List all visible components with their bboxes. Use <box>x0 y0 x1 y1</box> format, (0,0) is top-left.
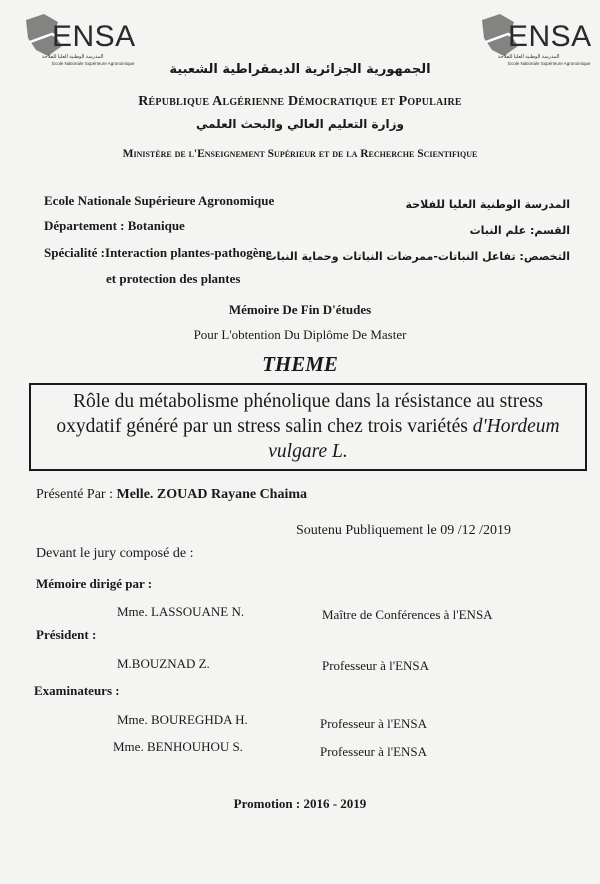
jury-member-title: Professeur à l'ENSA <box>320 744 428 759</box>
ministry-french: Ministère de l'Enseignement Supérieur et de la Recherche Scientifique <box>122 148 478 160</box>
theme-box <box>29 383 587 471</box>
memoire-title: Mémoire De Fin D'études <box>228 302 372 317</box>
jury-role-examiners: Examinateurs : <box>34 683 120 698</box>
presented-label: Présenté Par : <box>36 487 113 502</box>
theme-title-line1: Rôle du métabolisme phénolique dans la résistance au stress <box>72 391 544 412</box>
ministry-arabic: وزارة التعليم العالي والبحث العلمي <box>195 117 405 131</box>
logo-subtitle-fr: Ecole Nationale Supérieure Agronomique <box>508 61 591 66</box>
department-fr: Département : Botanique <box>44 218 185 233</box>
jury-member-name: M.BOUZNAD Z. <box>117 656 210 671</box>
jury-intro: Devant le jury composé de : <box>36 546 194 561</box>
speciality-ar: التخصص: تفاعل النباتات-ممرضات النباتات وحماية النبات <box>265 250 570 263</box>
logo-subtitle-fr: Ecole Nationale Supérieure Agronomique <box>52 61 135 66</box>
logo-text: ENSA <box>52 20 136 53</box>
species-name-part2: vulgare L. <box>268 441 348 462</box>
ensa-logo-right <box>478 12 596 66</box>
speciality-fr: Spécialité :Interaction plantes-pathogène <box>44 245 272 260</box>
theme-label: THEME <box>262 352 338 376</box>
diploma-purpose: Pour L'obtention Du Diplôme De Master <box>193 327 407 342</box>
defense-date: Soutenu Publiquement le 09 /12 /2019 <box>296 523 512 538</box>
republic-arabic: الجمهورية الجزائرية الديمقراطية الشعبية <box>169 62 431 77</box>
jury-member-title: Professeur à l'ENSA <box>322 658 430 673</box>
logo-text: ENSA <box>508 20 592 53</box>
republic-french: République Algérienne Démocratique et Populaire <box>138 94 462 109</box>
theme-title-line2 <box>31 414 585 439</box>
presented-by <box>36 487 307 503</box>
logo-subtitle-ar: المدرسة الوطنية العليا للفلاحة <box>42 54 104 60</box>
school-name-fr: Ecole Nationale Supérieure Agronomique <box>44 193 275 208</box>
jury-member-title: Professeur à l'ENSA <box>320 716 428 731</box>
jury-member-name: Mme. BENHOUHOU S. <box>113 739 243 754</box>
logo-subtitle-ar: المدرسة الوطنية العليا للفلاحة <box>498 54 560 60</box>
department-ar: القسم: علم النبات <box>469 224 570 237</box>
school-name-ar: المدرسة الوطنية العليا للفلاحة <box>405 198 570 211</box>
ensa-logo-left <box>22 12 140 66</box>
jury-member-name: Mme. LASSOUANE N. <box>117 604 245 619</box>
jury-role-president: Président : <box>36 627 97 642</box>
theme-title-line2-text: oxydatif généré par un stress salin chez trois variétés <box>56 416 468 437</box>
speciality-fr-continued: et protection des plantes <box>106 271 241 286</box>
promotion: Promotion : 2016 - 2019 <box>233 796 367 811</box>
jury-member-name: Mme. BOUREGHDA H. <box>117 712 248 727</box>
species-name-part1: d'Hordeum <box>472 416 560 437</box>
jury-role-supervisor: Mémoire dirigé par : <box>36 576 153 591</box>
jury-member-title: Maître de Conférences à l'ENSA <box>322 607 493 622</box>
presenter-name: Melle. ZOUAD Rayane Chaima <box>116 487 308 502</box>
